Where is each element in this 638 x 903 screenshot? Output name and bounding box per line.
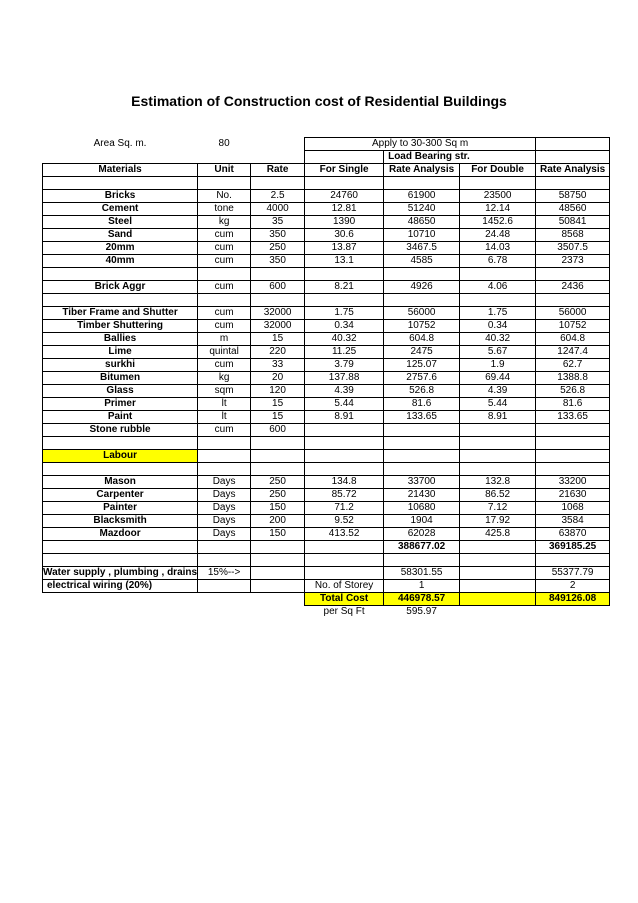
storey-double: 2	[536, 580, 610, 593]
material-name: Stone rubble	[43, 424, 198, 437]
blank-row	[43, 268, 610, 281]
double-rate-analysis-cell: 133.65	[536, 411, 610, 424]
total-cost-single: 446978.57	[384, 593, 460, 606]
unit-cell: Days	[198, 528, 251, 541]
single-qty-cell: 8.91	[305, 411, 384, 424]
table-row	[43, 216, 610, 229]
unit-cell: lt	[198, 411, 251, 424]
table-row	[43, 515, 610, 528]
table-row	[43, 476, 610, 489]
double-rate-analysis-cell: 21630	[536, 489, 610, 502]
total-cost-double: 849126.08	[536, 593, 610, 606]
single-rate-analysis-cell: 48650	[384, 216, 460, 229]
rate-cell: 250	[251, 489, 305, 502]
single-rate-analysis-cell: 62028	[384, 528, 460, 541]
rate-cell: 250	[251, 476, 305, 489]
rate-cell: 250	[251, 242, 305, 255]
material-name: Primer	[43, 398, 198, 411]
single-qty-cell: 30.6	[305, 229, 384, 242]
rate-cell: 200	[251, 515, 305, 528]
material-name: Sand	[43, 229, 198, 242]
table-row	[43, 359, 610, 372]
material-name: 40mm	[43, 255, 198, 268]
single-qty-cell: 71.2	[305, 502, 384, 515]
double-rate-analysis-cell: 2436	[536, 281, 610, 294]
unit-cell: kg	[198, 372, 251, 385]
material-name: Steel	[43, 216, 198, 229]
single-qty-cell: 12.81	[305, 203, 384, 216]
double-rate-analysis-cell: 33200	[536, 476, 610, 489]
water-supply-row	[43, 567, 610, 580]
single-rate-analysis-cell: 56000	[384, 307, 460, 320]
double-rate-analysis-cell: 10752	[536, 320, 610, 333]
single-rate-analysis-cell: 21430	[384, 489, 460, 502]
single-rate-analysis-cell: 51240	[384, 203, 460, 216]
unit-cell: Days	[198, 515, 251, 528]
water-supply-double: 55377.79	[536, 567, 610, 580]
unit-cell: tone	[198, 203, 251, 216]
rate-cell: 15	[251, 398, 305, 411]
single-rate-analysis-cell	[384, 424, 460, 437]
table-cell	[536, 450, 610, 463]
table-row	[43, 229, 610, 242]
double-rate-analysis-cell: 63870	[536, 528, 610, 541]
area-label: Area Sq. m.	[93, 138, 147, 149]
double-rate-analysis-cell: 58750	[536, 190, 610, 203]
table-cell	[384, 450, 460, 463]
unit-cell: lt	[198, 398, 251, 411]
blank-row	[43, 437, 610, 450]
rate-cell: 32000	[251, 307, 305, 320]
rate-cell: 32000	[251, 320, 305, 333]
unit-cell: Days	[198, 489, 251, 502]
area-row	[43, 138, 610, 151]
total-cost-label: Total Cost	[305, 593, 384, 606]
single-qty-cell: 9.52	[305, 515, 384, 528]
table-cell	[305, 567, 384, 580]
table-row	[43, 255, 610, 268]
rate-cell: 350	[251, 255, 305, 268]
rate-cell: 33	[251, 359, 305, 372]
single-rate-analysis-cell: 3467.5	[384, 242, 460, 255]
table-cell	[251, 580, 305, 593]
table-row	[43, 424, 610, 437]
double-rate-analysis-cell: 1068	[536, 502, 610, 515]
single-qty-cell: 134.8	[305, 476, 384, 489]
material-name: Brick Aggr	[43, 281, 198, 294]
table-row	[43, 320, 610, 333]
single-rate-analysis-cell: 133.65	[384, 411, 460, 424]
double-qty-cell: 6.78	[460, 255, 536, 268]
double-qty-cell: 24.48	[460, 229, 536, 242]
electrical-label: electrical wiring (20%)	[43, 580, 198, 593]
single-rate-analysis-cell: 2757.6	[384, 372, 460, 385]
single-rate-analysis-cell: 604.8	[384, 333, 460, 346]
material-name: Carpenter	[43, 489, 198, 502]
table-cell	[305, 541, 384, 554]
single-rate-analysis-cell: 33700	[384, 476, 460, 489]
single-rate-analysis-cell: 526.8	[384, 385, 460, 398]
double-rate-analysis-cell: 8568	[536, 229, 610, 242]
header-rate-analysis-single: Rate Analysis	[384, 164, 460, 177]
water-supply-single: 58301.55	[384, 567, 460, 580]
per-sqft-row	[43, 606, 610, 619]
material-name: Mazdoor	[43, 528, 198, 541]
table-cell	[460, 567, 536, 580]
rate-cell: 2.5	[251, 190, 305, 203]
table-cell	[198, 541, 251, 554]
table-row	[43, 242, 610, 255]
rate-cell: 220	[251, 346, 305, 359]
single-qty-cell: 13.1	[305, 255, 384, 268]
per-sqft-label: per Sq Ft	[323, 606, 365, 617]
table-cell	[460, 450, 536, 463]
double-qty-cell: 0.34	[460, 320, 536, 333]
single-qty-cell: 1.75	[305, 307, 384, 320]
double-rate-analysis-cell	[536, 424, 610, 437]
material-name: Timber Shuttering	[43, 320, 198, 333]
rate-cell: 15	[251, 411, 305, 424]
unit-cell: m	[198, 333, 251, 346]
single-qty-cell: 3.79	[305, 359, 384, 372]
single-qty-cell: 13.87	[305, 242, 384, 255]
single-qty-cell: 0.34	[305, 320, 384, 333]
table-row	[43, 372, 610, 385]
single-qty-cell: 137.88	[305, 372, 384, 385]
single-rate-analysis-cell: 10680	[384, 502, 460, 515]
single-rate-analysis-cell: 10710	[384, 229, 460, 242]
single-qty-cell: 24760	[305, 190, 384, 203]
material-name: Tiber Frame and Shutter	[43, 307, 198, 320]
double-rate-analysis-cell: 3584	[536, 515, 610, 528]
table-cell	[305, 450, 384, 463]
table-row	[43, 398, 610, 411]
single-rate-analysis-cell: 4585	[384, 255, 460, 268]
double-qty-cell: 5.44	[460, 398, 536, 411]
table-cell	[251, 567, 305, 580]
double-qty-cell	[460, 424, 536, 437]
area-value: 80	[218, 138, 230, 149]
double-rate-analysis-cell: 1388.8	[536, 372, 610, 385]
table-cell	[460, 580, 536, 593]
table-cell	[198, 450, 251, 463]
water-supply-percent: 15%-->	[198, 567, 251, 580]
unit-cell: cum	[198, 320, 251, 333]
table-row	[43, 281, 610, 294]
blank-row	[43, 554, 610, 567]
labour-label: Labour	[43, 450, 198, 463]
unit-cell: cum	[198, 359, 251, 372]
double-rate-analysis-cell: 56000	[536, 307, 610, 320]
single-rate-analysis-cell: 125.07	[384, 359, 460, 372]
table-cell	[251, 541, 305, 554]
single-qty-cell: 85.72	[305, 489, 384, 502]
material-name: Blacksmith	[43, 515, 198, 528]
rate-cell: 150	[251, 502, 305, 515]
unit-cell: quintal	[198, 346, 251, 359]
rate-cell: 15	[251, 333, 305, 346]
unit-cell: cum	[198, 242, 251, 255]
unit-cell: No.	[198, 190, 251, 203]
blank-row	[43, 463, 610, 476]
table-cell	[460, 541, 536, 554]
single-rate-analysis-cell: 2475	[384, 346, 460, 359]
unit-cell: cum	[198, 307, 251, 320]
double-qty-cell: 8.91	[460, 411, 536, 424]
header-row	[43, 164, 610, 177]
double-rate-analysis-cell: 48560	[536, 203, 610, 216]
unit-cell: cum	[198, 281, 251, 294]
double-rate-analysis-cell: 3507.5	[536, 242, 610, 255]
double-qty-cell: 4.39	[460, 385, 536, 398]
blank-row	[43, 177, 610, 190]
storey-single: 1	[384, 580, 460, 593]
single-rate-analysis-cell: 61900	[384, 190, 460, 203]
per-sqft-single: 595.97	[406, 606, 437, 617]
single-rate-analysis-cell: 10752	[384, 320, 460, 333]
double-qty-cell: 12.14	[460, 203, 536, 216]
material-name: Lime	[43, 346, 198, 359]
material-name: Cement	[43, 203, 198, 216]
material-name: Glass	[43, 385, 198, 398]
unit-cell: Days	[198, 476, 251, 489]
material-name: Bitumen	[43, 372, 198, 385]
double-qty-cell: 1.75	[460, 307, 536, 320]
rate-cell: 4000	[251, 203, 305, 216]
rate-cell: 600	[251, 424, 305, 437]
table-row	[43, 190, 610, 203]
single-qty-cell: 5.44	[305, 398, 384, 411]
material-name: surkhi	[43, 359, 198, 372]
header-materials: Materials	[43, 164, 198, 177]
table-row	[43, 307, 610, 320]
double-qty-cell: 4.06	[460, 281, 536, 294]
electrical-row	[43, 580, 610, 593]
unit-cell: Days	[198, 502, 251, 515]
double-qty-cell: 7.12	[460, 502, 536, 515]
material-name: Paint	[43, 411, 198, 424]
storey-label: No. of Storey	[305, 580, 384, 593]
single-qty-cell: 413.52	[305, 528, 384, 541]
table-cell	[460, 593, 536, 606]
subtotal-row	[43, 541, 610, 554]
single-qty-cell	[305, 424, 384, 437]
double-rate-analysis-cell: 526.8	[536, 385, 610, 398]
load-note: Load Bearing str.	[384, 151, 536, 164]
material-name: Ballies	[43, 333, 198, 346]
rate-cell: 35	[251, 216, 305, 229]
double-qty-cell: 1452.6	[460, 216, 536, 229]
double-rate-analysis-cell: 2373	[536, 255, 610, 268]
table-row	[43, 502, 610, 515]
apply-note: Apply to 30-300 Sq m	[305, 138, 536, 151]
double-qty-cell: 40.32	[460, 333, 536, 346]
rate-cell: 600	[251, 281, 305, 294]
unit-cell: kg	[198, 216, 251, 229]
load-row	[43, 151, 610, 164]
table-row	[43, 489, 610, 502]
material-name: Bricks	[43, 190, 198, 203]
double-qty-cell: 17.92	[460, 515, 536, 528]
double-qty-cell: 69.44	[460, 372, 536, 385]
double-qty-cell: 5.67	[460, 346, 536, 359]
total-row	[43, 593, 610, 606]
double-qty-cell: 86.52	[460, 489, 536, 502]
labour-row	[43, 450, 610, 463]
rate-cell: 150	[251, 528, 305, 541]
double-rate-analysis-cell: 81.6	[536, 398, 610, 411]
single-qty-cell: 8.21	[305, 281, 384, 294]
header-rate-analysis-double: Rate Analysis	[536, 164, 610, 177]
table-cell	[198, 580, 251, 593]
table-cell	[251, 450, 305, 463]
single-qty-cell: 11.25	[305, 346, 384, 359]
material-name: 20mm	[43, 242, 198, 255]
unit-cell: cum	[198, 424, 251, 437]
double-rate-analysis-cell: 62.7	[536, 359, 610, 372]
subtotal-double: 369185.25	[536, 541, 610, 554]
double-qty-cell: 14.03	[460, 242, 536, 255]
table-row	[43, 346, 610, 359]
double-qty-cell: 1.9	[460, 359, 536, 372]
unit-cell: cum	[198, 255, 251, 268]
unit-cell: sqm	[198, 385, 251, 398]
header-unit: Unit	[198, 164, 251, 177]
table-cell	[43, 541, 198, 554]
double-rate-analysis-cell: 1247.4	[536, 346, 610, 359]
double-qty-cell: 132.8	[460, 476, 536, 489]
rate-cell: 350	[251, 229, 305, 242]
water-supply-label: Water supply , plumbing , drains	[43, 567, 198, 578]
double-rate-analysis-cell: 604.8	[536, 333, 610, 346]
single-qty-cell: 40.32	[305, 333, 384, 346]
table-row	[43, 411, 610, 424]
page-title: Estimation of Construction cost of Residential Buildings	[131, 93, 507, 109]
unit-cell: cum	[198, 229, 251, 242]
header-rate: Rate	[251, 164, 305, 177]
table-row	[43, 333, 610, 346]
single-qty-cell: 1390	[305, 216, 384, 229]
rate-cell: 20	[251, 372, 305, 385]
subtotal-single: 388677.02	[384, 541, 460, 554]
table-row	[43, 203, 610, 216]
single-rate-analysis-cell: 81.6	[384, 398, 460, 411]
table-row	[43, 528, 610, 541]
blank-row	[43, 294, 610, 307]
double-rate-analysis-cell: 50841	[536, 216, 610, 229]
material-name: Mason	[43, 476, 198, 489]
single-rate-analysis-cell: 1904	[384, 515, 460, 528]
header-for-double: For Double	[460, 164, 536, 177]
table-row	[43, 385, 610, 398]
rate-cell: 120	[251, 385, 305, 398]
single-rate-analysis-cell: 4926	[384, 281, 460, 294]
estimate-table	[42, 137, 610, 618]
single-qty-cell: 4.39	[305, 385, 384, 398]
double-qty-cell: 425.8	[460, 528, 536, 541]
material-name: Painter	[43, 502, 198, 515]
double-qty-cell: 23500	[460, 190, 536, 203]
header-for-single: For Single	[305, 164, 384, 177]
